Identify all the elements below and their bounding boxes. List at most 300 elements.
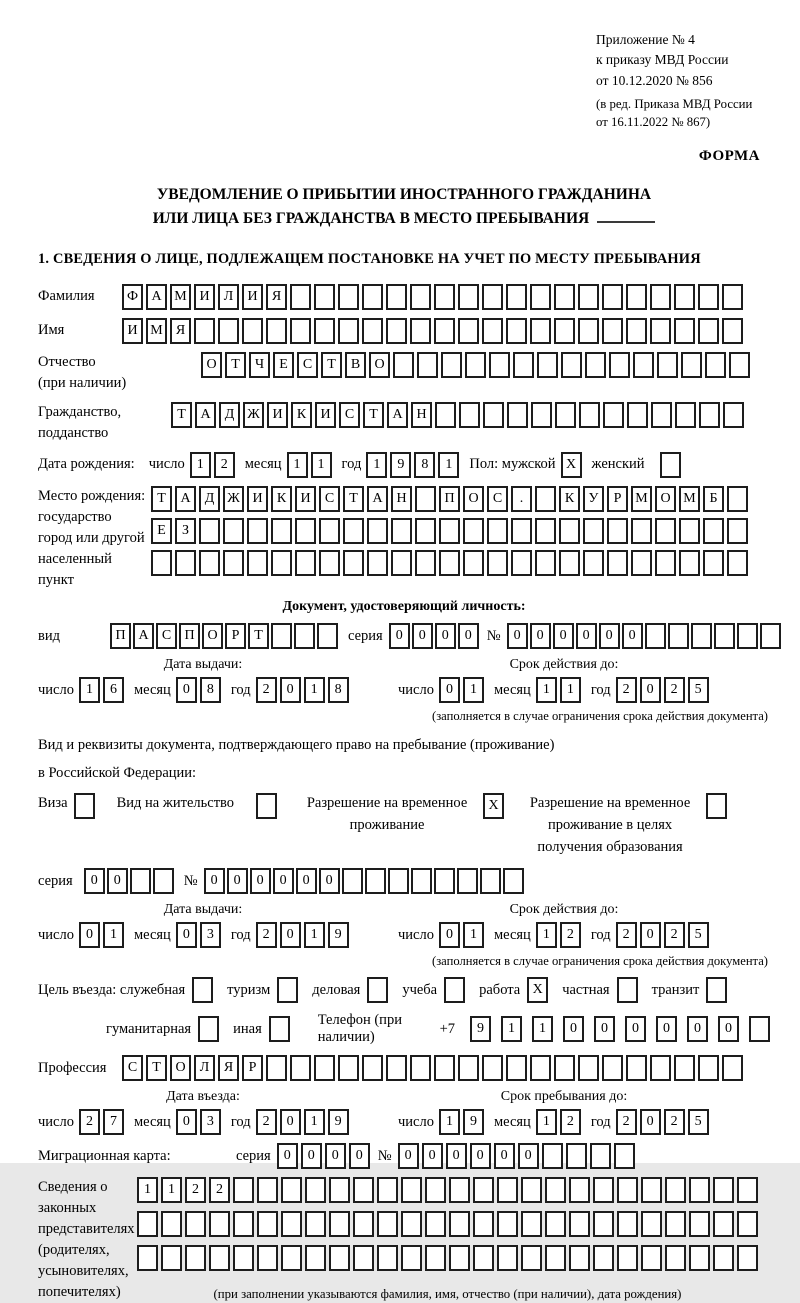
char-cell[interactable]: 1 [304, 677, 325, 703]
char-cell[interactable] [679, 518, 700, 544]
char-cell[interactable] [559, 518, 580, 544]
char-cell[interactable] [737, 623, 758, 649]
char-cell[interactable] [266, 318, 287, 344]
purpose-tourism-checkbox[interactable] [270, 977, 298, 1003]
char-cell[interactable]: X [483, 793, 504, 819]
citizenship-field[interactable] [171, 402, 744, 428]
char-cell[interactable]: 0 [439, 677, 460, 703]
char-cell[interactable] [545, 1245, 566, 1271]
char-cell[interactable] [449, 1245, 470, 1271]
char-cell[interactable]: 5 [688, 922, 709, 948]
char-cell[interactable]: О [202, 623, 223, 649]
char-cell[interactable]: И [242, 284, 263, 310]
birth-place-field-row3[interactable] [151, 550, 748, 576]
char-cell[interactable]: Я [266, 284, 287, 310]
char-cell[interactable] [614, 1143, 635, 1169]
purpose-study-checkbox[interactable] [437, 977, 465, 1003]
doc-series-field[interactable] [389, 623, 479, 649]
char-cell[interactable]: С [339, 402, 360, 428]
char-cell[interactable] [329, 1211, 350, 1237]
char-cell[interactable] [175, 550, 196, 576]
char-cell[interactable]: 9 [328, 922, 349, 948]
char-cell[interactable] [650, 1055, 671, 1081]
char-cell[interactable]: О [369, 352, 390, 378]
char-cell[interactable] [585, 352, 606, 378]
char-cell[interactable]: 2 [256, 677, 277, 703]
char-cell[interactable]: М [170, 284, 191, 310]
char-cell[interactable] [674, 284, 695, 310]
char-cell[interactable] [545, 1177, 566, 1203]
char-cell[interactable]: Т [248, 623, 269, 649]
char-cell[interactable] [314, 1055, 335, 1081]
char-cell[interactable]: П [110, 623, 131, 649]
char-cell[interactable]: Н [391, 486, 412, 512]
char-cell[interactable] [705, 352, 726, 378]
char-cell[interactable] [482, 318, 503, 344]
char-cell[interactable] [602, 284, 623, 310]
char-cell[interactable] [473, 1245, 494, 1271]
char-cell[interactable]: 0 [625, 1016, 646, 1042]
char-cell[interactable] [257, 1177, 278, 1203]
char-cell[interactable] [593, 1211, 614, 1237]
doc-issue-year-field[interactable] [256, 677, 349, 703]
char-cell[interactable] [342, 868, 363, 894]
char-cell[interactable] [583, 518, 604, 544]
char-cell[interactable] [590, 1143, 611, 1169]
residence-permit-checkbox[interactable] [256, 793, 277, 819]
char-cell[interactable] [247, 518, 268, 544]
char-cell[interactable]: 0 [107, 868, 128, 894]
char-cell[interactable] [506, 284, 527, 310]
char-cell[interactable] [365, 868, 386, 894]
char-cell[interactable]: 0 [530, 623, 551, 649]
char-cell[interactable] [257, 1211, 278, 1237]
char-cell[interactable] [435, 402, 456, 428]
char-cell[interactable] [535, 486, 556, 512]
char-cell[interactable] [161, 1211, 182, 1237]
char-cell[interactable] [723, 402, 744, 428]
char-cell[interactable]: 9 [463, 1109, 484, 1135]
char-cell[interactable]: Т [151, 486, 172, 512]
char-cell[interactable]: Е [151, 518, 172, 544]
char-cell[interactable]: 0 [398, 1143, 419, 1169]
char-cell[interactable] [617, 1177, 638, 1203]
char-cell[interactable]: А [146, 284, 167, 310]
char-cell[interactable] [554, 284, 575, 310]
char-cell[interactable] [569, 1245, 590, 1271]
char-cell[interactable] [465, 352, 486, 378]
purpose-business-checkbox[interactable] [360, 977, 388, 1003]
char-cell[interactable] [578, 318, 599, 344]
res-issue-day-field[interactable] [79, 922, 124, 948]
char-cell[interactable]: П [439, 486, 460, 512]
temp-residence-edu-checkbox[interactable] [706, 793, 727, 819]
char-cell[interactable]: 0 [622, 623, 643, 649]
char-cell[interactable]: 7 [103, 1109, 124, 1135]
char-cell[interactable]: 0 [325, 1143, 346, 1169]
char-cell[interactable] [689, 1177, 710, 1203]
char-cell[interactable]: 2 [616, 1109, 637, 1135]
char-cell[interactable] [317, 623, 338, 649]
char-cell[interactable]: Р [607, 486, 628, 512]
char-cell[interactable]: 0 [507, 623, 528, 649]
char-cell[interactable] [555, 402, 576, 428]
char-cell[interactable]: 0 [280, 677, 301, 703]
char-cell[interactable] [319, 518, 340, 544]
char-cell[interactable] [602, 1055, 623, 1081]
char-cell[interactable]: 2 [560, 1109, 581, 1135]
char-cell[interactable] [542, 1143, 563, 1169]
char-cell[interactable] [401, 1177, 422, 1203]
char-cell[interactable] [655, 518, 676, 544]
entry-day-field[interactable] [79, 1109, 124, 1135]
char-cell[interactable]: Я [170, 318, 191, 344]
char-cell[interactable] [650, 284, 671, 310]
char-cell[interactable]: И [122, 318, 143, 344]
doc-issue-month-field[interactable] [176, 677, 221, 703]
char-cell[interactable]: Д [199, 486, 220, 512]
char-cell[interactable] [657, 352, 678, 378]
char-cell[interactable] [391, 550, 412, 576]
char-cell[interactable] [561, 352, 582, 378]
char-cell[interactable]: 2 [664, 1109, 685, 1135]
char-cell[interactable] [530, 1055, 551, 1081]
char-cell[interactable]: Р [225, 623, 246, 649]
char-cell[interactable] [209, 1211, 230, 1237]
birth-year-field[interactable] [366, 452, 459, 478]
char-cell[interactable]: 1 [311, 452, 332, 478]
char-cell[interactable] [185, 1211, 206, 1237]
char-cell[interactable] [668, 623, 689, 649]
char-cell[interactable] [441, 352, 462, 378]
char-cell[interactable]: 1 [536, 922, 557, 948]
char-cell[interactable] [583, 550, 604, 576]
char-cell[interactable]: 0 [640, 922, 661, 948]
char-cell[interactable] [482, 1055, 503, 1081]
char-cell[interactable] [530, 318, 551, 344]
char-cell[interactable]: 1 [536, 1109, 557, 1135]
purpose-official-checkbox[interactable] [185, 977, 213, 1003]
char-cell[interactable]: 5 [688, 1109, 709, 1135]
char-cell[interactable]: 0 [319, 868, 340, 894]
sex-male-checkbox[interactable] [561, 452, 582, 478]
char-cell[interactable] [645, 623, 666, 649]
char-cell[interactable]: Л [218, 284, 239, 310]
char-cell[interactable] [521, 1211, 542, 1237]
char-cell[interactable] [457, 868, 478, 894]
char-cell[interactable]: 0 [389, 623, 410, 649]
char-cell[interactable]: 0 [227, 868, 248, 894]
char-cell[interactable] [559, 550, 580, 576]
char-cell[interactable]: 1 [536, 677, 557, 703]
char-cell[interactable]: 0 [494, 1143, 515, 1169]
char-cell[interactable] [722, 1055, 743, 1081]
char-cell[interactable] [463, 550, 484, 576]
char-cell[interactable] [703, 518, 724, 544]
char-cell[interactable] [362, 284, 383, 310]
char-cell[interactable] [367, 977, 388, 1003]
res-valid-day-field[interactable] [439, 922, 484, 948]
char-cell[interactable]: О [170, 1055, 191, 1081]
char-cell[interactable] [271, 518, 292, 544]
char-cell[interactable]: 1 [137, 1177, 158, 1203]
char-cell[interactable] [185, 1245, 206, 1271]
char-cell[interactable]: 9 [470, 1016, 491, 1042]
char-cell[interactable] [713, 1245, 734, 1271]
char-cell[interactable] [130, 868, 151, 894]
char-cell[interactable] [487, 518, 508, 544]
char-cell[interactable] [566, 1143, 587, 1169]
char-cell[interactable]: И [247, 486, 268, 512]
char-cell[interactable] [290, 284, 311, 310]
char-cell[interactable] [417, 352, 438, 378]
char-cell[interactable] [377, 1177, 398, 1203]
char-cell[interactable] [633, 352, 654, 378]
char-cell[interactable] [425, 1211, 446, 1237]
char-cell[interactable]: 0 [79, 922, 100, 948]
char-cell[interactable]: Т [171, 402, 192, 428]
char-cell[interactable] [439, 518, 460, 544]
char-cell[interactable] [367, 518, 388, 544]
patronymic-field[interactable] [201, 352, 750, 378]
char-cell[interactable] [489, 352, 510, 378]
char-cell[interactable]: 8 [200, 677, 221, 703]
char-cell[interactable] [411, 868, 432, 894]
char-cell[interactable] [199, 550, 220, 576]
char-cell[interactable] [497, 1245, 518, 1271]
char-cell[interactable]: X [561, 452, 582, 478]
char-cell[interactable]: 0 [563, 1016, 584, 1042]
char-cell[interactable] [602, 318, 623, 344]
char-cell[interactable] [386, 284, 407, 310]
char-cell[interactable] [651, 402, 672, 428]
char-cell[interactable] [338, 1055, 359, 1081]
char-cell[interactable] [722, 284, 743, 310]
char-cell[interactable] [626, 318, 647, 344]
char-cell[interactable] [737, 1245, 758, 1271]
char-cell[interactable] [410, 284, 431, 310]
char-cell[interactable] [74, 793, 95, 819]
char-cell[interactable] [338, 284, 359, 310]
char-cell[interactable]: 0 [594, 1016, 615, 1042]
char-cell[interactable] [593, 1245, 614, 1271]
temp-residence-checkbox[interactable] [483, 793, 504, 819]
char-cell[interactable]: 1 [287, 452, 308, 478]
char-cell[interactable]: 0 [640, 677, 661, 703]
doc-issue-day-field[interactable] [79, 677, 124, 703]
char-cell[interactable] [401, 1245, 422, 1271]
phone-field[interactable] [463, 1016, 770, 1042]
char-cell[interactable] [388, 868, 409, 894]
char-cell[interactable] [713, 1177, 734, 1203]
profession-field[interactable] [122, 1055, 743, 1081]
char-cell[interactable]: 1 [439, 1109, 460, 1135]
char-cell[interactable] [425, 1245, 446, 1271]
char-cell[interactable]: Б [703, 486, 724, 512]
char-cell[interactable]: 0 [280, 1109, 301, 1135]
stay-day-field[interactable] [439, 1109, 484, 1135]
char-cell[interactable] [531, 402, 552, 428]
char-cell[interactable] [545, 1211, 566, 1237]
char-cell[interactable] [679, 550, 700, 576]
res-valid-year-field[interactable] [616, 922, 709, 948]
char-cell[interactable] [137, 1245, 158, 1271]
char-cell[interactable] [689, 1211, 710, 1237]
char-cell[interactable] [444, 977, 465, 1003]
char-cell[interactable]: 0 [301, 1143, 322, 1169]
char-cell[interactable] [482, 284, 503, 310]
char-cell[interactable] [569, 1177, 590, 1203]
char-cell[interactable] [415, 550, 436, 576]
char-cell[interactable]: М [631, 486, 652, 512]
char-cell[interactable] [137, 1211, 158, 1237]
char-cell[interactable] [425, 1177, 446, 1203]
char-cell[interactable]: 3 [200, 1109, 221, 1135]
char-cell[interactable] [362, 318, 383, 344]
entry-month-field[interactable] [176, 1109, 221, 1135]
char-cell[interactable] [641, 1211, 662, 1237]
char-cell[interactable]: 0 [518, 1143, 539, 1169]
char-cell[interactable] [569, 1211, 590, 1237]
char-cell[interactable] [480, 868, 501, 894]
visa-checkbox[interactable] [74, 793, 95, 819]
char-cell[interactable]: 1 [79, 677, 100, 703]
char-cell[interactable] [305, 1245, 326, 1271]
char-cell[interactable]: 1 [304, 922, 325, 948]
char-cell[interactable] [579, 402, 600, 428]
char-cell[interactable] [353, 1245, 374, 1271]
char-cell[interactable] [665, 1211, 686, 1237]
char-cell[interactable]: 5 [688, 677, 709, 703]
char-cell[interactable] [473, 1177, 494, 1203]
char-cell[interactable] [199, 518, 220, 544]
char-cell[interactable] [218, 318, 239, 344]
char-cell[interactable]: 2 [664, 922, 685, 948]
char-cell[interactable] [386, 318, 407, 344]
doc-kind-field[interactable] [110, 623, 338, 649]
representatives-field-row3[interactable] [137, 1245, 758, 1271]
char-cell[interactable] [153, 868, 174, 894]
char-cell[interactable] [338, 318, 359, 344]
char-cell[interactable] [458, 318, 479, 344]
char-cell[interactable] [727, 518, 748, 544]
char-cell[interactable]: 0 [599, 623, 620, 649]
char-cell[interactable] [377, 1211, 398, 1237]
purpose-private-checkbox[interactable] [610, 977, 638, 1003]
char-cell[interactable] [660, 452, 681, 478]
stay-month-field[interactable] [536, 1109, 581, 1135]
char-cell[interactable]: Н [411, 402, 432, 428]
char-cell[interactable] [314, 318, 335, 344]
char-cell[interactable] [729, 352, 750, 378]
char-cell[interactable] [415, 486, 436, 512]
char-cell[interactable] [737, 1211, 758, 1237]
char-cell[interactable] [329, 1245, 350, 1271]
char-cell[interactable] [233, 1245, 254, 1271]
char-cell[interactable] [439, 550, 460, 576]
char-cell[interactable]: 1 [501, 1016, 522, 1042]
char-cell[interactable]: Л [194, 1055, 215, 1081]
char-cell[interactable]: 2 [664, 677, 685, 703]
char-cell[interactable]: 0 [656, 1016, 677, 1042]
char-cell[interactable] [749, 1016, 770, 1042]
doc-valid-year-field[interactable] [616, 677, 709, 703]
char-cell[interactable] [362, 1055, 383, 1081]
char-cell[interactable]: 2 [79, 1109, 100, 1135]
char-cell[interactable] [609, 352, 630, 378]
char-cell[interactable] [233, 1211, 254, 1237]
char-cell[interactable] [530, 284, 551, 310]
char-cell[interactable] [458, 284, 479, 310]
char-cell[interactable] [367, 550, 388, 576]
char-cell[interactable] [459, 402, 480, 428]
surname-field[interactable] [122, 284, 743, 310]
char-cell[interactable]: 0 [204, 868, 225, 894]
char-cell[interactable]: 0 [640, 1109, 661, 1135]
char-cell[interactable] [415, 518, 436, 544]
char-cell[interactable]: 0 [718, 1016, 739, 1042]
char-cell[interactable]: Т [363, 402, 384, 428]
char-cell[interactable]: 0 [176, 922, 197, 948]
char-cell[interactable] [483, 402, 504, 428]
char-cell[interactable] [617, 1245, 638, 1271]
birth-place-field-row2[interactable] [151, 518, 748, 544]
char-cell[interactable]: О [201, 352, 222, 378]
char-cell[interactable] [247, 550, 268, 576]
res-number-field[interactable] [204, 868, 524, 894]
char-cell[interactable]: К [291, 402, 312, 428]
char-cell[interactable] [703, 550, 724, 576]
char-cell[interactable]: 0 [687, 1016, 708, 1042]
char-cell[interactable] [295, 550, 316, 576]
birth-day-field[interactable] [190, 452, 235, 478]
char-cell[interactable] [410, 318, 431, 344]
char-cell[interactable]: Т [343, 486, 364, 512]
char-cell[interactable]: И [295, 486, 316, 512]
char-cell[interactable] [631, 550, 652, 576]
char-cell[interactable]: 8 [328, 677, 349, 703]
char-cell[interactable] [578, 1055, 599, 1081]
char-cell[interactable]: 1 [438, 452, 459, 478]
char-cell[interactable]: 2 [185, 1177, 206, 1203]
char-cell[interactable] [665, 1245, 686, 1271]
char-cell[interactable] [714, 623, 735, 649]
char-cell[interactable] [209, 1245, 230, 1271]
char-cell[interactable]: 0 [435, 623, 456, 649]
char-cell[interactable]: Р [242, 1055, 263, 1081]
char-cell[interactable]: В [345, 352, 366, 378]
char-cell[interactable] [603, 402, 624, 428]
char-cell[interactable]: 0 [273, 868, 294, 894]
char-cell[interactable] [271, 623, 292, 649]
char-cell[interactable] [691, 623, 712, 649]
char-cell[interactable] [617, 1211, 638, 1237]
char-cell[interactable]: С [319, 486, 340, 512]
char-cell[interactable] [535, 550, 556, 576]
char-cell[interactable] [449, 1211, 470, 1237]
char-cell[interactable]: 0 [176, 1109, 197, 1135]
char-cell[interactable]: 0 [176, 677, 197, 703]
char-cell[interactable] [655, 550, 676, 576]
char-cell[interactable] [699, 402, 720, 428]
char-cell[interactable]: М [146, 318, 167, 344]
char-cell[interactable] [737, 1177, 758, 1203]
char-cell[interactable] [198, 1016, 219, 1042]
char-cell[interactable]: Ф [122, 284, 143, 310]
char-cell[interactable] [343, 518, 364, 544]
char-cell[interactable]: 0 [412, 623, 433, 649]
char-cell[interactable]: 1 [463, 922, 484, 948]
